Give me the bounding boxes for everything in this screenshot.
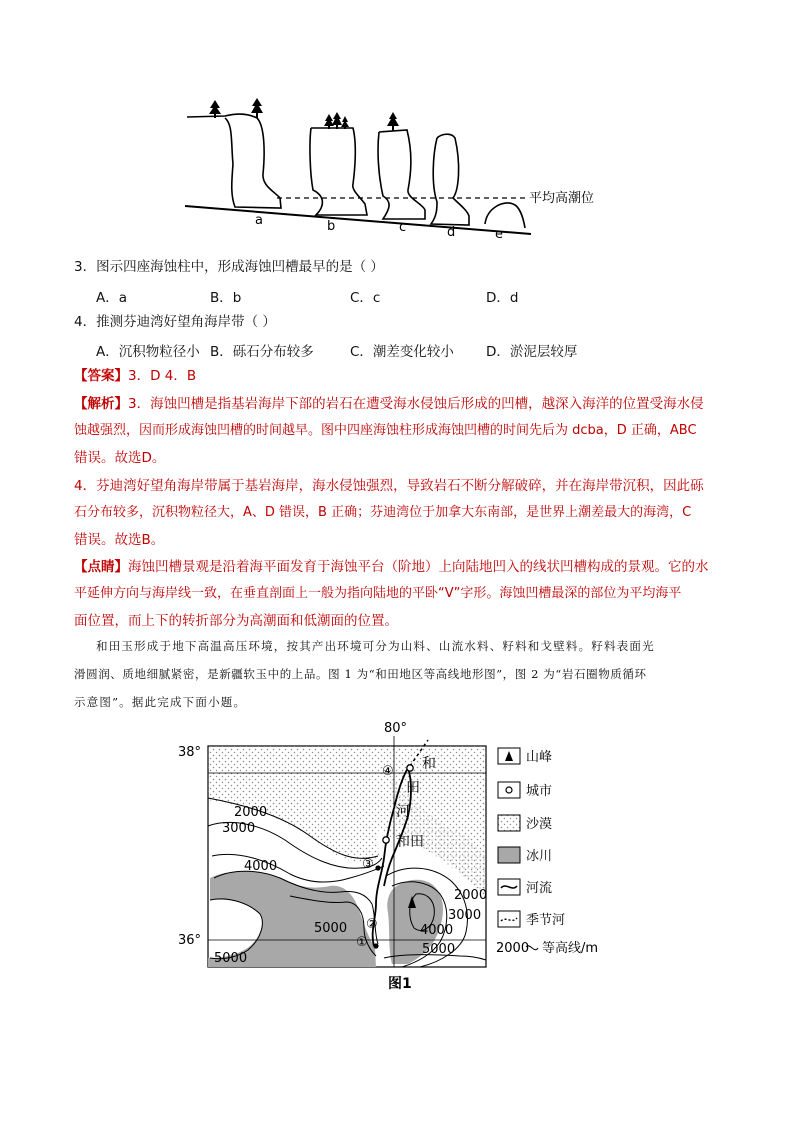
intro-line-1: 和田玉形成于地下高温高压环境，按其产出环境可分为山料、山流水料、籽料和戈壁料。籽料表面光 <box>96 639 655 653</box>
tip-line-2: 平延伸方向与海岸线一致，在垂直剖面上一般为指向陆地的平卧“V”字形。海蚀凹槽最深的部位为平均海平 <box>74 586 682 601</box>
legend-contour-value: 2000 <box>496 941 530 956</box>
q3-option-b: B．b <box>210 290 242 306</box>
q4-option-c: C．潮差变化较小 <box>350 344 454 360</box>
city-label: 和田 <box>396 834 424 850</box>
answer-text: 3．D 4．B <box>128 368 197 384</box>
city-marker-2 <box>407 765 413 771</box>
point-label-2: ② <box>366 917 378 932</box>
contour-label-5000-c: 5000 <box>314 921 348 936</box>
tide-level-label: 平均高潮位 <box>529 191 595 206</box>
longitude-label: 80° <box>384 721 408 736</box>
contour-label-4000-e: 4000 <box>420 923 454 938</box>
latitude-bottom-label: 36° <box>178 933 202 948</box>
analysis-line-6: 错误。故选B。 <box>74 532 165 548</box>
river-label-2: 田 <box>406 780 420 796</box>
analysis-line-5: 石分布较多，沉积物粒径大，A、D 错误，B 正确；芬迪湾位于加拿大东南部，是世界上潮差最大的海湾，C <box>74 505 692 520</box>
contour-label-5000-e: 5000 <box>422 942 456 957</box>
answer-tag: 【答案】 <box>74 368 128 384</box>
contour-label-3000-e: 3000 <box>448 908 482 923</box>
q4-option-a: A．沉积物粒径小 <box>96 344 200 360</box>
river-label-1: 和 <box>422 756 436 772</box>
stack-label-c: c <box>399 220 407 235</box>
glacier-icon <box>498 847 520 863</box>
tip-tag: 【点睛】 <box>74 559 128 575</box>
stack-label-a: a <box>255 213 263 228</box>
answer-block <box>74 367 196 385</box>
contour-label-2000-e: 2000 <box>454 888 488 903</box>
legend-city-label: 城市 <box>526 784 553 799</box>
point-label-4: ④ <box>382 764 394 779</box>
map-legend <box>496 748 598 956</box>
legend-river-label: 河流 <box>526 881 553 896</box>
desert-icon <box>498 815 520 831</box>
stack-label-d: d <box>447 225 456 240</box>
river-label-3: 河 <box>396 804 410 820</box>
contour-label-3000-w: 3000 <box>222 821 256 836</box>
question-4-stem: 4．推测芬迪湾好望角海岸带（ ） <box>74 314 276 330</box>
legend-glacier-label: 冰川 <box>526 849 553 864</box>
analysis-line-3: 错误。故选D。 <box>74 450 166 466</box>
stack-label-b: b <box>327 219 336 234</box>
q4-option-d: D．淤泥层较厚 <box>486 344 578 360</box>
question-3-stem: 3．图示四座海蚀柱中，形成海蚀凹槽最早的是（ ） <box>74 259 384 275</box>
contour-label-5000-sw: 5000 <box>214 951 248 966</box>
hetian-contour-map <box>170 718 630 998</box>
q3-option-a: A．a <box>96 290 128 306</box>
intro-line-3: 示意图”。据此完成下面小题。 <box>74 695 247 709</box>
q3-option-c: C．c <box>350 290 381 306</box>
analysis-line-1: 【解析】3．海蚀凹槽是指基岩海岸下部的岩石在遭受海水侵蚀后形成的凹槽，越深入海洋的位置受海水侵 <box>74 396 704 412</box>
city-icon <box>506 787 512 793</box>
tip-line-1: 【点睛】海蚀凹槽景观是沿着海平面发育于海蚀平台（阶地）上向陆地凹入的线状凹槽构成的景观。它的水 <box>74 559 709 575</box>
latitude-top-label: 38° <box>178 745 202 760</box>
map-caption: 图1 <box>388 976 412 992</box>
legend-contour-label: 等高线/m <box>542 941 599 956</box>
sea-stack-figure <box>185 94 615 244</box>
contour-label-4000-w: 4000 <box>244 859 278 874</box>
analysis-line-2: 蚀越强烈，因而形成海蚀凹槽的时间越早。图中四座海蚀柱形成海蚀凹槽的时间先后为 dcba，D 正确，ABC <box>74 423 697 438</box>
tip-line-3: 面位置，而上下的转折部分为高潮面和低潮面的位置。 <box>74 613 398 629</box>
legend-desert-label: 沙漠 <box>526 817 553 832</box>
city-marker <box>383 837 389 843</box>
stack-label-e: e <box>495 227 503 242</box>
point-label-3: ③ <box>362 857 374 872</box>
q4-option-b: B．砾石分布较多 <box>210 344 314 360</box>
legend-peak-label: 山峰 <box>526 750 553 765</box>
analysis-line-4: 4．芬迪湾好望角海岸带属于基岩海岸，海水侵蚀强烈，导致岩石不断分解破碎，并在海岸带沉积，因此砾 <box>74 478 704 494</box>
intro-line-2: 滑圆润、质地细腻紧密，是新疆软玉中的上品。图 1 为“和田地区等高线地形图”，图 2 为“岩石圈物质循环 <box>74 667 647 681</box>
contour-label-2000-w: 2000 <box>234 805 268 820</box>
point-label-1: ① <box>356 935 368 950</box>
analysis-tag: 【解析】 <box>74 396 128 412</box>
legend-seasonal-river-label: 季节河 <box>526 913 566 928</box>
q3-option-d: D．d <box>486 290 519 306</box>
